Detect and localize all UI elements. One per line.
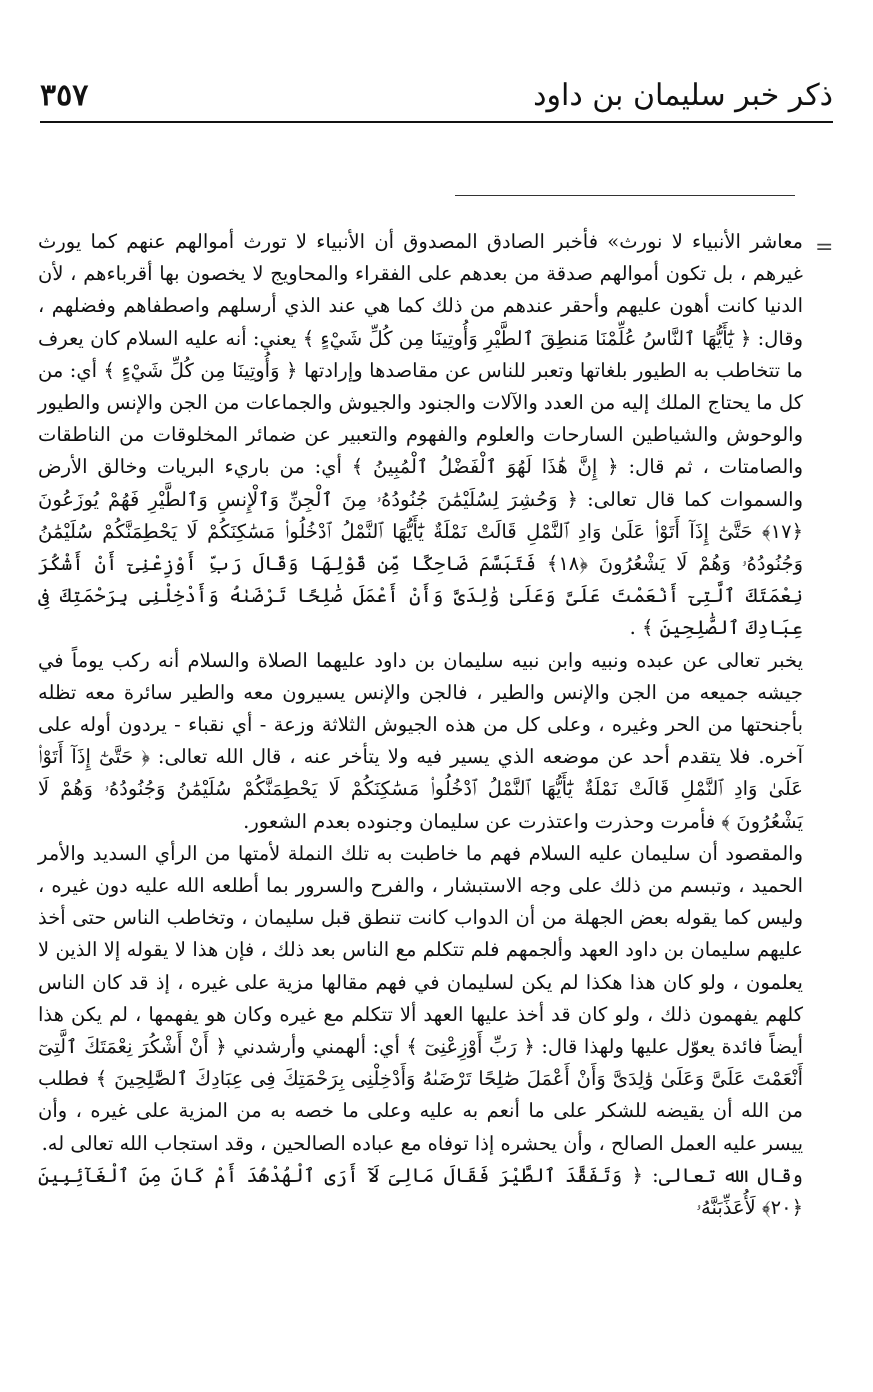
margin-mark: = [815, 235, 834, 260]
page-number: ٣٥٧ [40, 78, 89, 113]
separator-rule [455, 195, 795, 196]
running-title: ذكر خبر سليمان بن داود [533, 78, 833, 113]
paragraph: والمقصود أن سليمان عليه السلام فهم ما خاطبت به تلك النملة لأمتها من الرأي السديد والأمر الحميد ، وتبسم من ذلك على وجه الاستبشار ، والفرح والسرور بما أطلعه الله عليه دون غيره ، وليس كما يقوله بعض الجهلة من أن الدواب كانت تنطق قبل سليمان ، وتخاطب الناس حتى أخذ عليهم سليمان بن داود العهد وألجمهم فلم تتكلم مع الناس بعد ذلك ، فإن هذا لا يقوله إلا الذين لا يعلمون ، ولو كان هذا هكذا لم يكن لسليمان في فهم مقالها مزية على غيره ، إذ قد كان الناس كلهم يفهمون ذلك ، ولو كان قد أخذ عليها العهد ألا تتكلم مع غيره وكان هو يفهمها ، لم يكن هذا أيضاً فائدة يعوّل عليها ولهذا قال: ﴿ رَبِّ أَوْزِعْنِىٓ ﴾ أي: ألهمني وأرشدني ﴿ أَنْ أَشْكُرَ نِعْمَتَكَ ٱلَّتِىٓ أَنْعَمْتَ عَلَىَّ وَعَلَىٰ وَٰلِدَىَّ وَأَنْ أَعْمَلَ صَٰلِحًا تَرْضَىٰهُ وَأَدْخِلْنِى بِرَحْمَتِكَ فِى عِبَادِكَ ٱلصَّٰلِحِينَ ﴾ فطلب من الله أن يقيضه للشكر على ما أنعم به عليه وعلى ما خصه به من المزية على غيره ، وأن ييسر عليه العمل الصالح ، وأن يحشره إذا توفاه مع عباده الصالحين ، وقد استجاب الله تعالى له. [38, 841, 803, 1155]
body-text [38, 226, 803, 1224]
paragraph: وقال الله تعالى: ﴿ وَتَفَقَّدَ ٱلطَّيْرَ فَقَالَ مَالِىَ لَآ أَرَى ٱلْهُدْهُدَ أَمْ كَانَ مِنَ ٱلْغَآئِبِينَ ﴿٢٠﴾ لَأُعَذِّبَنَّهُۥ [38, 1163, 803, 1220]
header-rule [40, 121, 833, 123]
page-header [40, 70, 833, 122]
paragraph: معاشر الأنبياء لا نورث» فأخبر الصادق المصدوق أن الأنبياء لا تورث أموالهم عنهم كما يورث غيرهم ، بل تكون أموالهم صدقة من بعدهم على الفقراء والمحاويج لا يخصون بها أقرباءهم ، لأن الدنيا كانت أهون عليهم وأحقر عندهم من ذلك كما هي عند الذي أرسلهم واصطفاهم وفضلهم ، وقال: ﴿ يَٰٓأَيُّهَا ٱلنَّاسُ عُلِّمْنَا مَنطِقَ ٱلطَّيْرِ وَأُوتِينَا مِن كُلِّ شَيْءٍ ﴾ يعني: أنه عليه السلام كان يعرف ما تتخاطب به الطيور بلغاتها وتعبر للناس عن مقاصدها وإرادتها ﴿ وَأُوتِينَا مِن كُلِّ شَيْءٍ ﴾ أي: من كل ما يحتاج الملك إليه من العدد والآلات والجنود والجيوش والجماعات من الجن والإنس والطيور والوحوش والشياطين السارحات والعلوم والفهوم والتعبير عن ضمائر المخلوقات من الناطقات والصامتات ، ثم قال: ﴿ إِنَّ هَٰذَا لَهُوَ ٱلْفَضْلُ ٱلْمُبِينُ ﴾ أي: من باريء البريات وخالق الأرض والسموات كما قال تعالى: ﴿ وَحُشِرَ لِسُلَيْمَٰنَ جُنُودُهُۥ مِنَ ٱلْجِنِّ وَٱلْإِنسِ وَٱلطَّيْرِ فَهُمْ يُوزَعُونَ ﴿١٧﴾ حَتَّىٰٓ إِذَآ أَتَوْا۟ عَلَىٰ وَادِ ٱلنَّمْلِ قَالَتْ نَمْلَةٌ يَٰٓأَيُّهَا ٱلنَّمْلُ ٱدْخُلُوا۟ مَسَٰكِنَكُمْ لَا يَحْطِمَنَّكُمْ سُلَيْمَٰنُ وَجُنُودُهُۥ وَهُمْ لَا يَشْعُرُونَ ﴿١٨﴾ فَتَبَسَّمَ ضَاحِكًا مِّن قَوْلِهَا وَقَالَ رَبِّ أَوْزِعْنِىٓ أَنْ أَشْكُرَ نِعْمَتَكَ ٱلَّتِىٓ أَنْعَمْتَ عَلَىَّ وَعَلَىٰ وَٰلِدَىَّ وَأَنْ أَعْمَلَ صَٰلِحًا تَرْضَىٰهُ وَأَدْخِلْنِى بِرَحْمَتِكَ فِى عِبَادِكَ ٱلصَّٰلِحِينَ ﴾ . [38, 230, 803, 640]
paragraph: يخبر تعالى عن عبده ونبيه وابن نبيه سليمان بن داود عليهما الصلاة والسلام أنه ركب يوماً في جيشه جميعه من الجن والإنس والطير ، فالجن والإنس يسيرون معه والطير سائرة معه تظله بأجنحتها من الحر وغيره ، وعلى كل من هذه الجيوش الثلاثة وزعة - أي نقباء - يردون أوله على آخره. فلا يتقدم أحد عن موضعه الذي يسير فيه ولا يتأخر عنه ، قال الله تعالى: ﴿ حَتَّىٰٓ إِذَآ أَتَوْا۟ عَلَىٰ وَادِ ٱلنَّمْلِ قَالَتْ نَمْلَةٌ يَٰٓأَيُّهَا ٱلنَّمْلُ ٱدْخُلُوا۟ مَسَٰكِنَكُمْ لَا يَحْطِمَنَّكُمْ سُلَيْمَٰنُ وَجُنُودُهُۥ وَهُمْ لَا يَشْعُرُونَ ﴾ فأمرت وحذرت واعتذرت عن سليمان وجنوده بعدم الشعور. [38, 648, 803, 833]
